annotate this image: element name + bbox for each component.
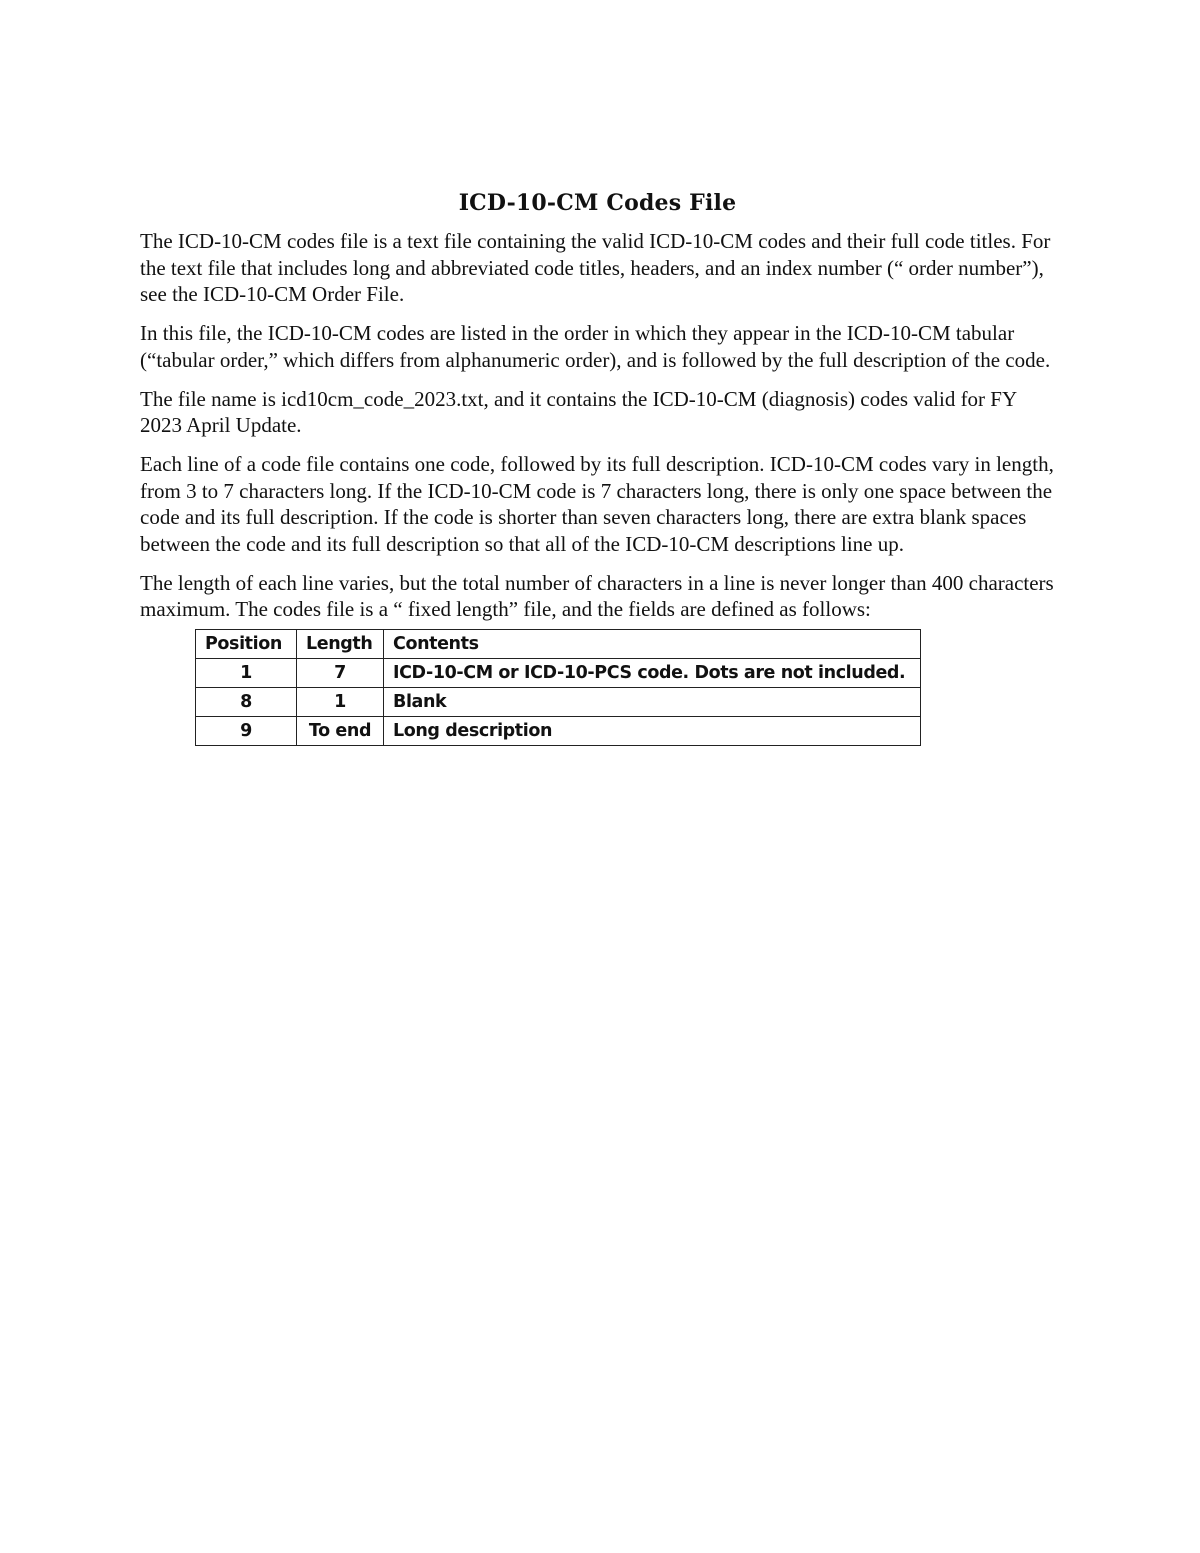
cell-contents: ICD-10-CM or ICD-10-PCS code. Dots are not included. <box>384 659 921 688</box>
paragraph-line-length: The length of each line varies, but the total number of characters in a line is never longer than 400 characters maximum. The codes file is a “ fixed length” file, and the fields are defined as follows: <box>140 570 1054 622</box>
cell-length: 1 <box>297 688 384 717</box>
paragraph-file-name: The file name is icd10cm_code_2023.txt, and it contains the ICD-10-CM (diagnosis) codes valid for FY 2023 April Update. <box>140 386 1017 438</box>
paragraph-line-format: Each line of a code file contains one code, followed by its full description. ICD-10-CM codes vary in length, from 3 to 7 characters long. If the ICD-10-CM code is 7 characters long, there is only one space between the code and its full description. If the code is shorter than seven characters long, there are extra blank spaces between the code and its full description so that all of the ICD-10-CM descriptions line up. <box>140 451 1054 557</box>
table-row <box>196 659 921 688</box>
document-page <box>140 190 1055 746</box>
paragraph-tabular-order: In this file, the ICD-10-CM codes are listed in the order in which they appear in the ICD-10-CM tabular (“tabular order,” which differs from alphanumeric order), and is followed by the full description of the code. <box>140 321 1051 372</box>
cell-length: To end <box>297 717 384 746</box>
field-definition-table <box>195 629 921 746</box>
table-header-row <box>196 630 921 659</box>
document-title: ICD-10-CM Codes File <box>458 190 737 216</box>
cell-position: 1 <box>196 659 297 688</box>
cell-contents: Long description <box>384 717 921 746</box>
header-contents: Contents <box>384 630 921 659</box>
cell-position: 8 <box>196 688 297 717</box>
paragraph-intro: The ICD-10-CM codes file is a text file containing the valid ICD-10-CM codes and their full code titles. For the text file that includes long and abbreviated code titles, headers, and an index number (“ order number”), see the ICD-10-CM Order File. <box>140 229 1051 307</box>
table-row <box>196 717 921 746</box>
header-position: Position <box>196 630 297 659</box>
cell-contents: Blank <box>384 688 921 717</box>
table-row <box>196 688 921 717</box>
header-length: Length <box>297 630 384 659</box>
cell-position: 9 <box>196 717 297 746</box>
cell-length: 7 <box>297 659 384 688</box>
